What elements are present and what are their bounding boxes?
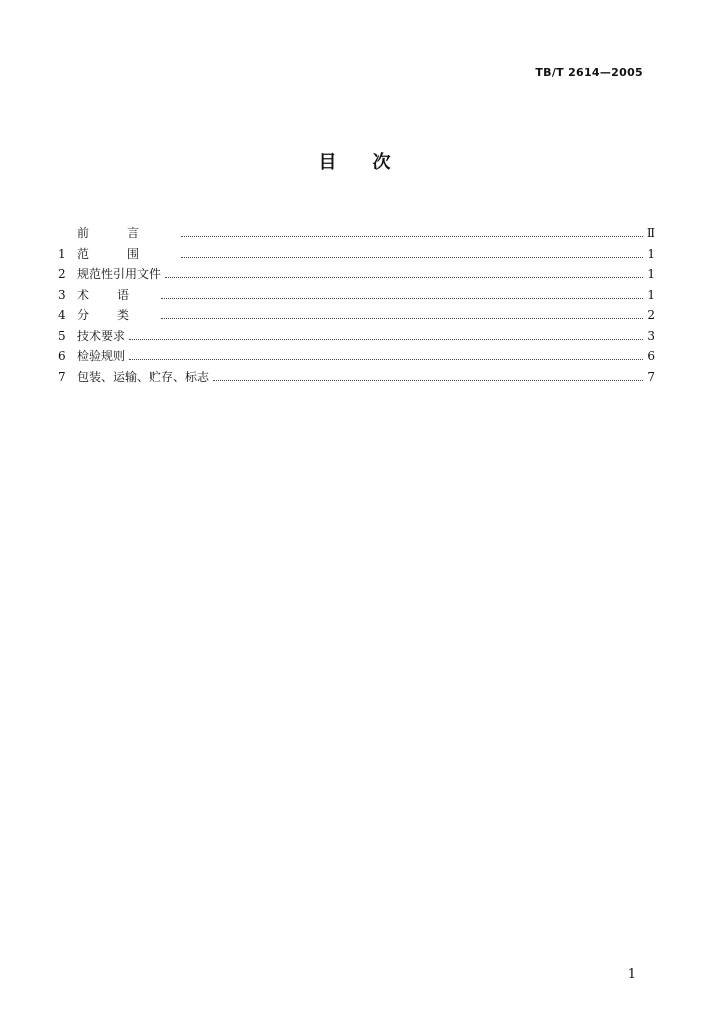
toc-entry-number: 4 (58, 308, 66, 322)
toc-entry-number: 7 (58, 369, 66, 384)
toc-entry-label: 范围 (77, 246, 178, 261)
toc-leader-dots (129, 358, 643, 360)
toc-entry-page: 2 (647, 308, 655, 322)
toc-entry-inspection-rules[interactable] (58, 346, 655, 367)
toc-entry-page: 1 (647, 267, 655, 281)
toc-entry-page: 3 (647, 328, 655, 343)
toc-entry-technical-requirements[interactable] (58, 326, 655, 347)
table-of-contents (58, 223, 655, 387)
toc-entry-normative-references[interactable] (58, 264, 655, 285)
toc-entry-label: 分类 (77, 308, 158, 322)
toc-entry-label: 规范性引用文件 (77, 267, 162, 281)
toc-entry-label: 技术要求 (77, 328, 126, 343)
toc-entry-page: 1 (647, 287, 655, 302)
toc-entry-page: 1 (647, 246, 655, 261)
toc-entry-label: 术语 (77, 287, 158, 302)
standard-code: TB/T 2614—2005 (535, 66, 643, 79)
toc-entry-label: 前言 (77, 226, 178, 240)
toc-entry-terms[interactable] (58, 285, 655, 306)
toc-entry-page: 7 (647, 369, 655, 384)
toc-entry-number: 2 (58, 267, 66, 281)
toc-entry-number: 6 (58, 349, 66, 363)
toc-entry-scope[interactable] (58, 244, 655, 265)
toc-entry-label: 检验规则 (77, 349, 126, 363)
toc-entry-classification[interactable] (58, 305, 655, 326)
toc-entry-foreword[interactable] (58, 223, 655, 244)
toc-leader-dots (181, 256, 643, 258)
toc-leader-dots (213, 379, 643, 381)
toc-entry-packaging[interactable] (58, 367, 655, 388)
toc-leader-dots (129, 338, 643, 340)
page-number: 1 (627, 967, 636, 982)
toc-entry-page: Ⅱ (646, 226, 655, 240)
toc-leader-dots (181, 235, 643, 237)
toc-entry-number: 3 (58, 287, 66, 302)
toc-entry-number: 5 (58, 328, 66, 343)
toc-leader-dots (161, 297, 643, 299)
toc-leader-dots (165, 276, 643, 278)
toc-entry-page: 6 (647, 349, 655, 363)
page-title: 目次 (318, 152, 427, 173)
toc-entry-number: 1 (58, 246, 66, 261)
toc-leader-dots (161, 317, 643, 319)
toc-entry-label: 包装、运输、贮存、标志 (77, 369, 210, 384)
